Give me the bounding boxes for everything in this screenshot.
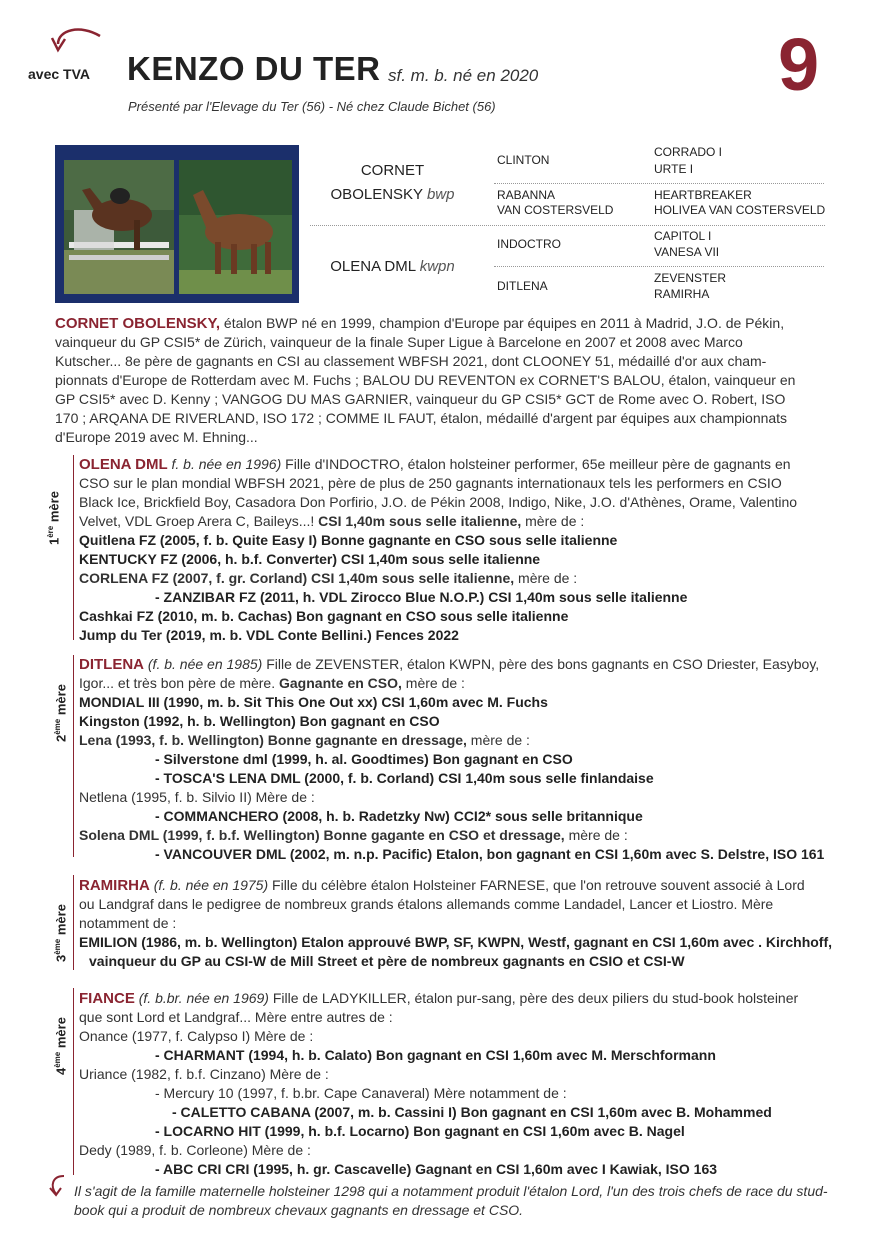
pedigree-divider-dam [494, 266, 824, 267]
mere3-line-1: RAMIRHA (f. b. née en 1975) Fille du célèbre étalon Holsteiner FARNESE, que l'on retrouve souvent associé à Lord [79, 877, 805, 894]
ggdam-3: VANESA VII [654, 245, 720, 259]
sire-text-line-7: d'Europe 2019 avec M. Ehning... [55, 429, 258, 445]
mere4-produce-1: Onance (1977, f. Calypso I) Mère de : [79, 1028, 314, 1044]
mere4-name: FIANCE [79, 990, 135, 1007]
mere4-produce-7: Dedy (1989, f. b. Corleone) Mère de : [79, 1142, 311, 1158]
mere4-bar [73, 988, 74, 1175]
curved-arrow-icon [50, 22, 110, 62]
dam-name-line [310, 258, 475, 275]
sire-text-line-4: pionnats d'Europe de Rotterdam avec M. Fuchs ; BALOU DU REVENTON ex CORNET'S BALOU, étalon, vainqueur en [55, 372, 796, 388]
mere1-bar [73, 455, 74, 640]
curved-arrow-small-icon [46, 1172, 68, 1198]
mere2-name: DITLENA [79, 656, 144, 673]
granddam-sire-2: VAN COSTERSVELD [497, 203, 614, 217]
lot-number: 9 [778, 23, 820, 106]
mere3-desc: (f. b. née en 1975) [153, 877, 269, 893]
mere4-label: 4ème mère [53, 1017, 69, 1075]
dam-breed: kwpn [419, 258, 455, 275]
mere3-name: RAMIRHA [79, 877, 150, 894]
grandsire-sire: CLINTON [497, 153, 550, 167]
horse-portrait-photo [179, 160, 292, 294]
mere2-bar [73, 655, 74, 857]
ggsire-4: ZEVENSTER [654, 271, 727, 285]
sire-text-line-6: 170 ; ARQANA DE RIVERLAND, ISO 172 ; COMME IL FAUT, étalon, médaillé d'argent par équipes aux championnats [55, 410, 788, 426]
ggsire-2: HEARTBREAKER [654, 188, 752, 202]
mere3-bar [73, 875, 74, 970]
ggdam-4: RAMIRHA [654, 287, 710, 301]
mere4-produce-2: - CHARMANT (1994, h. b. Calato) Bon gagnant en CSI 1,60m avec M. Merschformann [155, 1047, 716, 1063]
sire-title: CORNET OBOLENSKY, [55, 315, 221, 332]
mere1-line-3: Black Ice, Brickfield Boy, Casadora Don Porfirio, J.O. de Pékin 2008, Indigo, Nike, J.O. d'Athènes, Orame, Valentino [79, 494, 798, 510]
mere2-produce-7: - COMMANCHERO (2008, h. b. Radetzky Nw) CCI2* sous selle britannique [155, 808, 643, 824]
mere2-produce-1: MONDIAL III (1990, m. b. Sit This One Out xx) CSI 1,60m avec M. Fuchs [79, 694, 548, 710]
mere2-produce-5: - TOSCA'S LENA DML (2000, f. b. Corland) CSI 1,40m sous selle finlandaise [155, 770, 654, 786]
mere3-line-3: notamment de : [79, 915, 177, 931]
show-jumping-photo [64, 160, 174, 294]
mere2-produce-8: Solena DML (1999, f. b.f. Wellington) Bonne gagante en CSO et dressage, mère de : [79, 827, 628, 843]
sire-name-line2 [310, 186, 475, 203]
mere2-produce-9: - VANCOUVER DML (2002, m. n.p. Pacific) Etalon, bon gagnant en CSI 1,60m avec S. Delstre, ISO 161 [155, 846, 825, 862]
sire-text-line-1 [55, 314, 784, 333]
mere1-label: 1ère mère [46, 491, 62, 545]
mere1-produce-2: KENTUCKY FZ (2006, h. b.f. Converter) CSI 1,40m sous selle italienne [79, 551, 541, 567]
mere3-produce-2: vainqueur du GP au CSI-W de Mill Street et père de nombreux gagnants en CSIO et CSI-W [89, 953, 685, 969]
mere1-produce-3: CORLENA FZ (2007, f. gr. Corland) CSI 1,40m sous selle italienne, mère de : [79, 570, 578, 586]
horse-name: KENZO DU TER [127, 50, 381, 87]
mere1-produce-5: Cashkai FZ (2010, m. b. Cachas) Bon gagnant en CSO sous selle italienne [79, 608, 569, 624]
mere2-produce-6: Netlena (1995, f. b. Silvio II) Mère de : [79, 789, 315, 805]
vat-label: avec TVA [28, 66, 90, 82]
granddam-sire: RABANNA [497, 188, 556, 202]
mere2-produce-4: - Silverstone dml (1999, h. al. Goodtimes) Bon gagnant en CSO [155, 751, 573, 767]
mere3-line-2: ou Landgraf dans le pedigree de nombreux grands étalons allemands comme Landadel, Lancer et Liostro. Mère [79, 896, 774, 912]
mere4-produce-8: - ABC CRI CRI (1995, h. gr. Cascavelle) Gagnant en CSI 1,60m avec I Kawiak, ISO 163 [155, 1161, 718, 1177]
horse-description: sf. m. b. né en 2020 [388, 66, 539, 85]
mere4-produce-5: - CALETTO CABANA (2007, m. b. Cassini I) Bon gagnant en CSI 1,60m avec B. Mohammed [172, 1104, 772, 1120]
presented-by: Présenté par l'Elevage du Ter (56) - Né chez Claude Bichet (56) [128, 99, 496, 114]
sire-breed: bwp [426, 186, 455, 203]
footer-note: Il s'agit de la famille maternelle holsteiner 1298 qui a notamment produit l'étalon Lord, l'un des trois chefs de race du stud-book qui a produit de nombreux chevaux gagnants en dressage et CSO. [74, 1183, 828, 1218]
mere2-produce-2: Kingston (1992, h. b. Wellington) Bon gagnant en CSO [79, 713, 440, 729]
sire-text-first: étalon BWP né en 1999, champion d'Europe par équipes en 2011 à Madrid, J.O. de Pékin, [220, 315, 785, 331]
ggsire-1: CORRADO I [654, 145, 723, 159]
ggdam-1: URTE I [654, 162, 694, 176]
ggdam-2: HOLIVEA VAN COSTERSVELD [654, 203, 826, 217]
mere1-line-1: OLENA DML f. b. née en 1996) Fille d'INDOCTRO, étalon holsteiner performer, 65e meilleur père de gagnants en [79, 456, 791, 473]
mere2-label: 2ème mère [53, 684, 69, 742]
mere1-line-2: CSO sur le plan mondial WBFSH 2021, père de plus de 250 gagnants internationaux tels les performers en CSIO [79, 475, 782, 491]
mere2-line-1: DITLENA (f. b. née en 1985) Fille de ZEVENSTER, étalon KWPN, père des bons gagnants en CSO Driester, Easyboy, [79, 656, 820, 673]
sire-text-line-5: GP CSI5* avec D. Kenny ; VANGOG DU MAS GARNIER, vainqueur du GP CSI5* GCT de Rome avec O. Robert, ISO [55, 391, 786, 407]
mere3-produce-1: EMILION (1986, m. b. Wellington) Etalon approuvé BWP, SF, KWPN, Westf, gagnant en CSI 1,60m avec . Kirchhoff, [79, 934, 833, 950]
ggsire-3: CAPITOL I [654, 229, 712, 243]
sire-text-line-2: vainqueur du GP CSI5* de Zürich, vainqueur de la finale Super Ligue à Barcelone en 2007 et 2008 avec Marco [55, 334, 743, 350]
pedigree-divider-sire [494, 183, 824, 184]
mere1-line-4: Velvet, VDL Groep Arera C, Baileys...! CSI 1,40m sous selle italienne, mère de : [79, 513, 585, 529]
mere2-produce-3: Lena (1993, f. b. Wellington) Bonne gagnante en dressage, mère de : [79, 732, 530, 748]
granddam-dam: DITLENA [497, 279, 548, 293]
mere4-line-2: que sont Lord et Landgraf... Mère entre autres de : [79, 1009, 393, 1025]
grandsire-dam: INDOCTRO [497, 237, 561, 251]
mere1-desc: f. b. née en 1996) [171, 456, 282, 472]
sire-text-line-3: Kutscher... 8e père de gagnants en CSI au classement WBFSH 2021, dont CLOONEY 51, médaillé d'or aux cham- [55, 353, 767, 369]
mere1-produce-1: Quitlena FZ (2005, f. b. Quite Easy I) Bonne gagnante en CSO sous selle italienne [79, 532, 618, 548]
pedigree-divider [310, 225, 825, 226]
mere4-produce-3: Uriance (1982, f. b.f. Cinzano) Mère de : [79, 1066, 329, 1082]
mere3-label: 3ème mère [53, 904, 69, 962]
dam-name: OLENA DML [330, 258, 416, 275]
sire-name-line1: CORNET [360, 162, 425, 179]
mere2-line-2: Igor... et très bon père de mère. Gagnante en CSO, mère de : [79, 675, 465, 691]
mere4-produce-4: - Mercury 10 (1997, f. b.br. Cape Canaveral) Mère notamment de : [155, 1085, 567, 1101]
mere4-produce-6: - LOCARNO HIT (1999, h. b.f. Locarno) Bon gagnant en CSI 1,60m avec B. Nagel [155, 1123, 685, 1139]
mere4-line-1: FIANCE (f. b.br. née en 1969) Fille de LADYKILLER, étalon pur-sang, père des deux piliers du stud-book holsteiner [79, 990, 799, 1007]
mere1-name: OLENA DML [79, 456, 168, 473]
mere4-desc: (f. b.br. née en 1969) [138, 990, 269, 1006]
mere1-produce-4: - ZANZIBAR FZ (2011, h. VDL Zirocco Blue N.O.P.) CSI 1,40m sous selle italienne [155, 589, 688, 605]
sire-name-second: OBOLENSKY [330, 186, 423, 203]
mere2-desc: (f. b. née en 1985) [147, 656, 263, 672]
mere1-produce-6: Jump du Ter (2019, m. b. VDL Conte Bellini.) Fences 2022 [79, 627, 459, 643]
